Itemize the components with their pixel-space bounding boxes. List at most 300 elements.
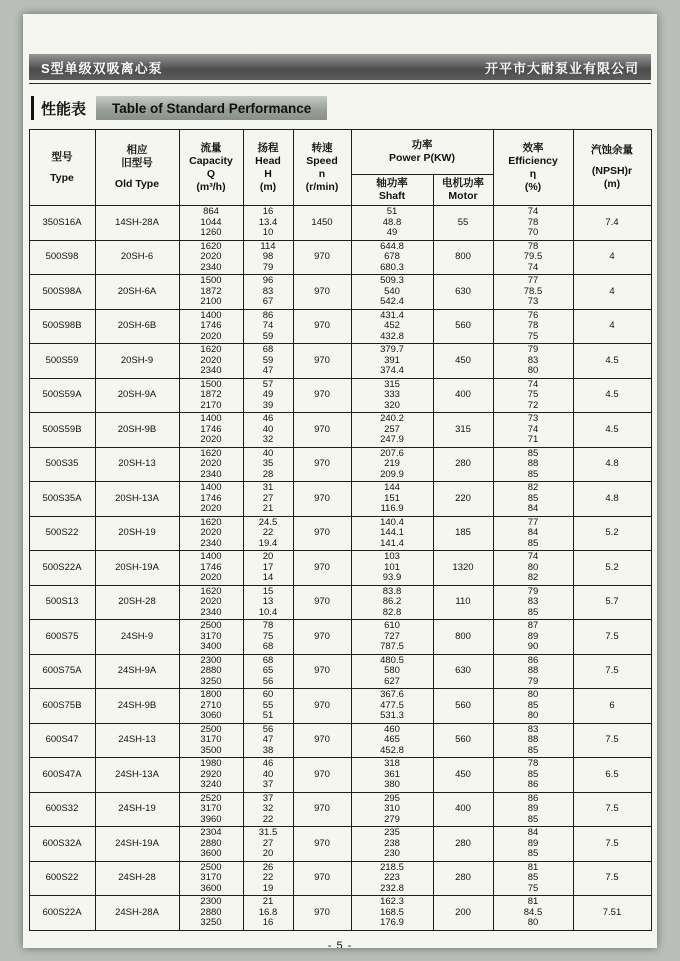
cell-shaft: [351, 516, 433, 551]
cell-type: 600S75: [29, 620, 95, 655]
cell-line: 1980: [200, 758, 222, 769]
cell-line: 627: [384, 675, 400, 687]
cell-capacity: [179, 585, 243, 620]
table-row: [29, 551, 651, 586]
cell-line: 48.8: [382, 216, 402, 228]
cell-line: 114: [260, 240, 276, 252]
cell-line: 73: [527, 296, 539, 307]
col-header-old-type: [95, 130, 179, 206]
cell-speed: 970: [293, 378, 351, 413]
cell-line: 80: [527, 710, 539, 721]
header-title-left: S型单级双吸离心泵: [41, 60, 163, 76]
cell-line: 81: [527, 861, 539, 873]
cell-motor: 280: [433, 861, 493, 896]
cell-line: 82: [527, 482, 539, 493]
cell-line: 14: [262, 572, 274, 583]
col-header-capacity: [179, 130, 243, 206]
cell-head: [243, 585, 293, 620]
cell-shaft: [351, 447, 433, 482]
cell-line: 727: [384, 630, 400, 642]
cell-line: 51: [386, 206, 398, 217]
col-header-line: Speed: [306, 154, 338, 167]
cell-shaft: [351, 689, 433, 724]
cell-line: 144: [384, 482, 400, 493]
cell-line: 78.5: [523, 285, 543, 297]
cell-line: 3500: [200, 744, 222, 756]
cell-type: 500S98A: [29, 275, 95, 310]
cell-line: 24.5: [258, 516, 278, 528]
cell-line: 580: [384, 665, 400, 676]
cell-capacity: [179, 447, 243, 482]
cell-line: 2880: [200, 837, 222, 849]
cell-line: 20: [262, 551, 274, 562]
cell-line: 80: [527, 689, 539, 700]
cell-line: 310: [384, 803, 400, 814]
cell-line: 85: [527, 768, 539, 780]
cell-head: [243, 447, 293, 482]
cell-capacity: [179, 689, 243, 724]
cell-line: 57: [262, 378, 274, 390]
cell-line: 101: [384, 561, 400, 573]
cell-speed: 970: [293, 275, 351, 310]
cell-line: 247.9: [380, 434, 404, 445]
cell-line: 56: [262, 675, 274, 687]
cell-line: 16.8: [258, 906, 278, 918]
cell-eff: [493, 758, 573, 793]
cell-motor: 630: [433, 654, 493, 689]
col-header-line: Efficiency: [508, 154, 558, 167]
col-header-line: 扬程: [257, 141, 279, 154]
cell-line: 787.5: [380, 641, 404, 652]
cell-line: 75: [527, 389, 539, 400]
cell-speed: 970: [293, 551, 351, 586]
cell-line: 74: [262, 320, 274, 331]
cell-line: 83: [262, 285, 274, 297]
col-header-line: 电机功率: [442, 177, 484, 189]
cell-line: 219: [384, 458, 400, 469]
cell-line: 144.1: [380, 527, 404, 538]
cell-line: 70: [527, 227, 539, 238]
cell-line: 16: [262, 917, 274, 928]
cell-shaft: [351, 275, 433, 310]
cell-line: 32: [262, 803, 274, 814]
cell-line: 74: [527, 423, 539, 435]
cell-line: 76: [527, 309, 539, 321]
cell-speed: 970: [293, 240, 351, 275]
cell-line: 315: [384, 378, 400, 390]
cell-motor: 1320: [433, 551, 493, 586]
cell-motor: 560: [433, 309, 493, 344]
cell-speed: 970: [293, 758, 351, 793]
cell-npsh: 4: [573, 240, 651, 275]
col-header-type: [29, 130, 95, 206]
cell-line: 85: [527, 606, 539, 618]
cell-head: [243, 827, 293, 862]
cell-type: 500S98: [29, 240, 95, 275]
cell-npsh: 6: [573, 689, 651, 724]
cell-line: 78: [527, 320, 539, 331]
table-row: [29, 516, 651, 551]
cell-head: [243, 378, 293, 413]
cell-line: 1746: [200, 492, 222, 504]
cell-eff: [493, 206, 573, 241]
cell-motor: 110: [433, 585, 493, 620]
cell-line: 531.3: [380, 710, 404, 721]
page-number: - 5 -: [327, 939, 353, 948]
cell-line: 176.9: [380, 917, 404, 928]
cell-old_type: 20SH-13A: [95, 482, 179, 517]
cell-speed: 970: [293, 447, 351, 482]
cell-line: 37: [262, 779, 274, 790]
col-header-line: H: [264, 167, 272, 180]
cell-line: 13.4: [258, 216, 278, 228]
col-header-line: (%): [524, 180, 542, 193]
cell-line: 2170: [200, 399, 222, 411]
cell-line: 78: [527, 240, 539, 252]
cell-line: 452.8: [380, 744, 404, 756]
cell-line: 2020: [200, 503, 222, 514]
cell-line: 75: [262, 630, 274, 642]
cell-line: 2920: [200, 768, 222, 780]
cell-line: 79.5: [523, 251, 543, 262]
cell-head: [243, 654, 293, 689]
cell-shaft: [351, 861, 433, 896]
cell-line: 38: [262, 744, 274, 756]
cell-motor: 315: [433, 413, 493, 448]
cell-line: 431.4: [380, 309, 404, 321]
cell-line: 1400: [200, 413, 222, 424]
cell-shaft: [351, 896, 433, 931]
cell-npsh: 7.5: [573, 861, 651, 896]
cell-line: 2300: [200, 654, 222, 666]
col-header-head: [243, 130, 293, 206]
cell-line: 89: [527, 837, 539, 849]
cell-speed: 970: [293, 827, 351, 862]
cell-line: 2340: [200, 606, 222, 618]
cell-line: 40: [262, 447, 274, 459]
cell-motor: 450: [433, 344, 493, 379]
cell-shaft: [351, 758, 433, 793]
cell-line: 27: [262, 837, 274, 849]
cell-line: 3600: [200, 848, 222, 859]
cell-line: 46: [262, 413, 274, 424]
cell-line: 1260: [200, 227, 222, 238]
header-bar: [29, 54, 651, 80]
col-header-line: n: [318, 167, 326, 180]
cell-line: 680.3: [380, 261, 404, 273]
cell-line: 85: [527, 492, 539, 504]
cell-old_type: 24SH-9B: [95, 689, 179, 724]
cell-speed: 970: [293, 482, 351, 517]
cell-old_type: 24SH-28: [95, 861, 179, 896]
cell-motor: 400: [433, 792, 493, 827]
cell-capacity: [179, 551, 243, 586]
cell-line: 391: [384, 354, 400, 366]
cell-line: 22: [262, 813, 274, 825]
cell-capacity: [179, 792, 243, 827]
cell-type: 500S35A: [29, 482, 95, 517]
cell-line: 75: [527, 882, 539, 894]
cell-line: 2020: [200, 458, 222, 469]
cell-line: 230: [384, 848, 400, 859]
cell-line: 235: [384, 827, 400, 838]
cell-head: [243, 723, 293, 758]
cell-line: 32: [262, 434, 274, 445]
cell-head: [243, 689, 293, 724]
cell-line: 68: [262, 654, 274, 666]
cell-head: [243, 413, 293, 448]
cell-line: 85: [527, 537, 539, 549]
cell-line: 509.3: [380, 275, 404, 286]
table-row: [29, 447, 651, 482]
cell-line: 361: [384, 768, 400, 780]
cell-npsh: 7.5: [573, 620, 651, 655]
cell-line: 1044: [200, 216, 222, 228]
cell-line: 74: [527, 551, 539, 562]
col-header-efficiency: [493, 130, 573, 206]
cell-eff: [493, 447, 573, 482]
cell-old_type: 20SH-6B: [95, 309, 179, 344]
cell-line: 85: [527, 813, 539, 825]
cell-line: 3250: [200, 917, 222, 928]
cell-line: 31.5: [258, 827, 278, 838]
cell-line: 3170: [200, 803, 222, 814]
header-rule: [29, 83, 651, 84]
cell-line: 10: [262, 227, 274, 238]
cell-line: 88: [527, 458, 539, 469]
cell-shaft: [351, 413, 433, 448]
cell-eff: [493, 827, 573, 862]
document-sheet: [23, 14, 657, 948]
cell-line: 1620: [200, 585, 222, 597]
cell-head: [243, 861, 293, 896]
cell-eff: [493, 585, 573, 620]
cell-line: 542.4: [380, 296, 404, 307]
cell-npsh: 7.5: [573, 827, 651, 862]
cell-line: 209.9: [380, 468, 404, 480]
cell-eff: [493, 861, 573, 896]
cell-motor: 450: [433, 758, 493, 793]
table-row: [29, 620, 651, 655]
cell-line: 85: [527, 744, 539, 756]
table-row: [29, 378, 651, 413]
cell-line: 1620: [200, 240, 222, 252]
cell-shaft: [351, 206, 433, 241]
cell-npsh: 5.2: [573, 551, 651, 586]
cell-line: 40: [262, 768, 274, 780]
cell-line: 540: [384, 285, 400, 297]
cell-motor: 220: [433, 482, 493, 517]
cell-line: 40: [262, 423, 274, 435]
table-row: [29, 275, 651, 310]
cell-line: 2340: [200, 537, 222, 549]
cell-eff: [493, 620, 573, 655]
cell-line: 90: [527, 641, 539, 652]
cell-line: 162.3: [380, 896, 404, 907]
col-header-line: 功率: [411, 139, 433, 151]
cell-line: 82.8: [382, 606, 402, 618]
cell-line: 16: [262, 206, 274, 217]
cell-line: 72: [527, 399, 539, 411]
cell-speed: 970: [293, 723, 351, 758]
cell-type: 600S22: [29, 861, 95, 896]
cell-eff: [493, 309, 573, 344]
cell-motor: 280: [433, 827, 493, 862]
cell-line: 77: [527, 275, 539, 286]
cell-eff: [493, 275, 573, 310]
table-row: [29, 309, 651, 344]
cell-old_type: 24SH-19: [95, 792, 179, 827]
cell-npsh: 4: [573, 309, 651, 344]
cell-motor: 560: [433, 689, 493, 724]
cell-line: 1500: [200, 275, 222, 286]
table-body: [29, 206, 651, 931]
cell-line: 80: [527, 365, 539, 376]
cell-line: 1400: [200, 482, 222, 493]
col-header-line: 轴功率: [376, 177, 408, 189]
cell-line: 77: [527, 516, 539, 528]
table-row: [29, 792, 651, 827]
cell-head: [243, 275, 293, 310]
col-header-line: Shaft: [378, 190, 406, 202]
cell-capacity: [179, 758, 243, 793]
cell-old_type: 20SH-13: [95, 447, 179, 482]
cell-line: 86.2: [382, 596, 402, 607]
cell-line: 19.4: [258, 537, 278, 549]
cell-line: 240.2: [380, 413, 404, 424]
col-header-line: 汽蚀余量: [591, 144, 633, 156]
cell-line: 367.6: [380, 689, 404, 700]
cell-line: 28: [262, 468, 274, 480]
cell-npsh: 4.5: [573, 378, 651, 413]
cell-line: 103: [384, 551, 400, 562]
cell-line: 68: [262, 641, 274, 652]
cell-head: [243, 482, 293, 517]
cell-motor: 200: [433, 896, 493, 931]
cell-old_type: 24SH-13A: [95, 758, 179, 793]
cell-line: 207.6: [380, 447, 404, 459]
cell-npsh: 5.7: [573, 585, 651, 620]
cell-line: 2340: [200, 261, 222, 273]
col-header-line: Motor: [448, 190, 478, 202]
table-row: [29, 723, 651, 758]
cell-type: 600S47: [29, 723, 95, 758]
col-header-line: (NPSH)r: [591, 165, 633, 177]
section-title-zh: 性能表: [31, 96, 96, 120]
cell-line: 47: [262, 734, 274, 745]
cell-old_type: 14SH-28A: [95, 206, 179, 241]
cell-type: 600S75A: [29, 654, 95, 689]
cell-eff: [493, 240, 573, 275]
cell-capacity: [179, 275, 243, 310]
col-header-line: (m): [603, 178, 621, 190]
cell-shaft: [351, 344, 433, 379]
cell-capacity: [179, 206, 243, 241]
cell-eff: [493, 551, 573, 586]
col-header-line: 旧型号: [121, 157, 153, 169]
cell-line: 257: [384, 423, 400, 435]
cell-line: 22: [262, 527, 274, 538]
col-header-line: Old Type: [114, 178, 160, 190]
cell-type: 500S59A: [29, 378, 95, 413]
cell-line: 1620: [200, 344, 222, 355]
cell-line: 71: [527, 434, 539, 445]
cell-capacity: [179, 861, 243, 896]
cell-line: 75: [527, 330, 539, 342]
cell-npsh: 7.5: [573, 654, 651, 689]
cell-capacity: [179, 723, 243, 758]
cell-line: 68: [262, 344, 274, 355]
cell-head: [243, 516, 293, 551]
col-header-line: Q: [206, 167, 216, 180]
cell-line: 37: [262, 792, 274, 804]
cell-line: 1620: [200, 516, 222, 528]
cell-line: 80: [527, 917, 539, 928]
table-row: [29, 827, 651, 862]
cell-line: 85: [527, 468, 539, 480]
cell-line: 295: [384, 792, 400, 804]
cell-line: 2340: [200, 468, 222, 480]
cell-line: 2020: [200, 354, 222, 366]
cell-line: 86: [527, 779, 539, 790]
cell-line: 65: [262, 665, 274, 676]
cell-line: 864: [203, 206, 219, 217]
cell-line: 51: [262, 710, 274, 721]
cell-line: 2020: [200, 572, 222, 583]
cell-speed: 970: [293, 309, 351, 344]
table-row: [29, 758, 651, 793]
cell-line: 13: [262, 596, 274, 607]
cell-line: 86: [527, 792, 539, 804]
cell-line: 89: [527, 630, 539, 642]
cell-old_type: 24SH-9A: [95, 654, 179, 689]
cell-line: 2340: [200, 365, 222, 376]
cell-line: 56: [262, 723, 274, 735]
cell-line: 279: [384, 813, 400, 825]
cell-line: 81: [527, 896, 539, 907]
cell-line: 379.7: [380, 344, 404, 355]
cell-line: 232.8: [380, 882, 404, 894]
cell-capacity: [179, 654, 243, 689]
table-row: [29, 654, 651, 689]
cell-line: 88: [527, 734, 539, 745]
cell-capacity: [179, 896, 243, 931]
cell-line: 15: [262, 585, 274, 597]
cell-line: 460: [384, 723, 400, 735]
cell-speed: 1450: [293, 206, 351, 241]
cell-capacity: [179, 827, 243, 862]
cell-npsh: 4.8: [573, 447, 651, 482]
cell-type: 350S16A: [29, 206, 95, 241]
col-header-line: Power P(KW): [389, 152, 455, 164]
cell-speed: 970: [293, 620, 351, 655]
cell-line: 22: [262, 872, 274, 883]
cell-npsh: 4: [573, 275, 651, 310]
cell-old_type: 20SH-6: [95, 240, 179, 275]
cell-line: 3240: [200, 779, 222, 790]
cell-line: 2100: [200, 296, 222, 307]
cell-old_type: 24SH-19A: [95, 827, 179, 862]
cell-line: 2300: [200, 896, 222, 907]
cell-line: 2880: [200, 665, 222, 676]
cell-line: 678: [384, 251, 400, 262]
cell-eff: [493, 723, 573, 758]
cell-line: 2020: [200, 434, 222, 445]
cell-speed: 970: [293, 585, 351, 620]
cell-motor: 280: [433, 447, 493, 482]
cell-capacity: [179, 378, 243, 413]
cell-line: 3400: [200, 641, 222, 652]
